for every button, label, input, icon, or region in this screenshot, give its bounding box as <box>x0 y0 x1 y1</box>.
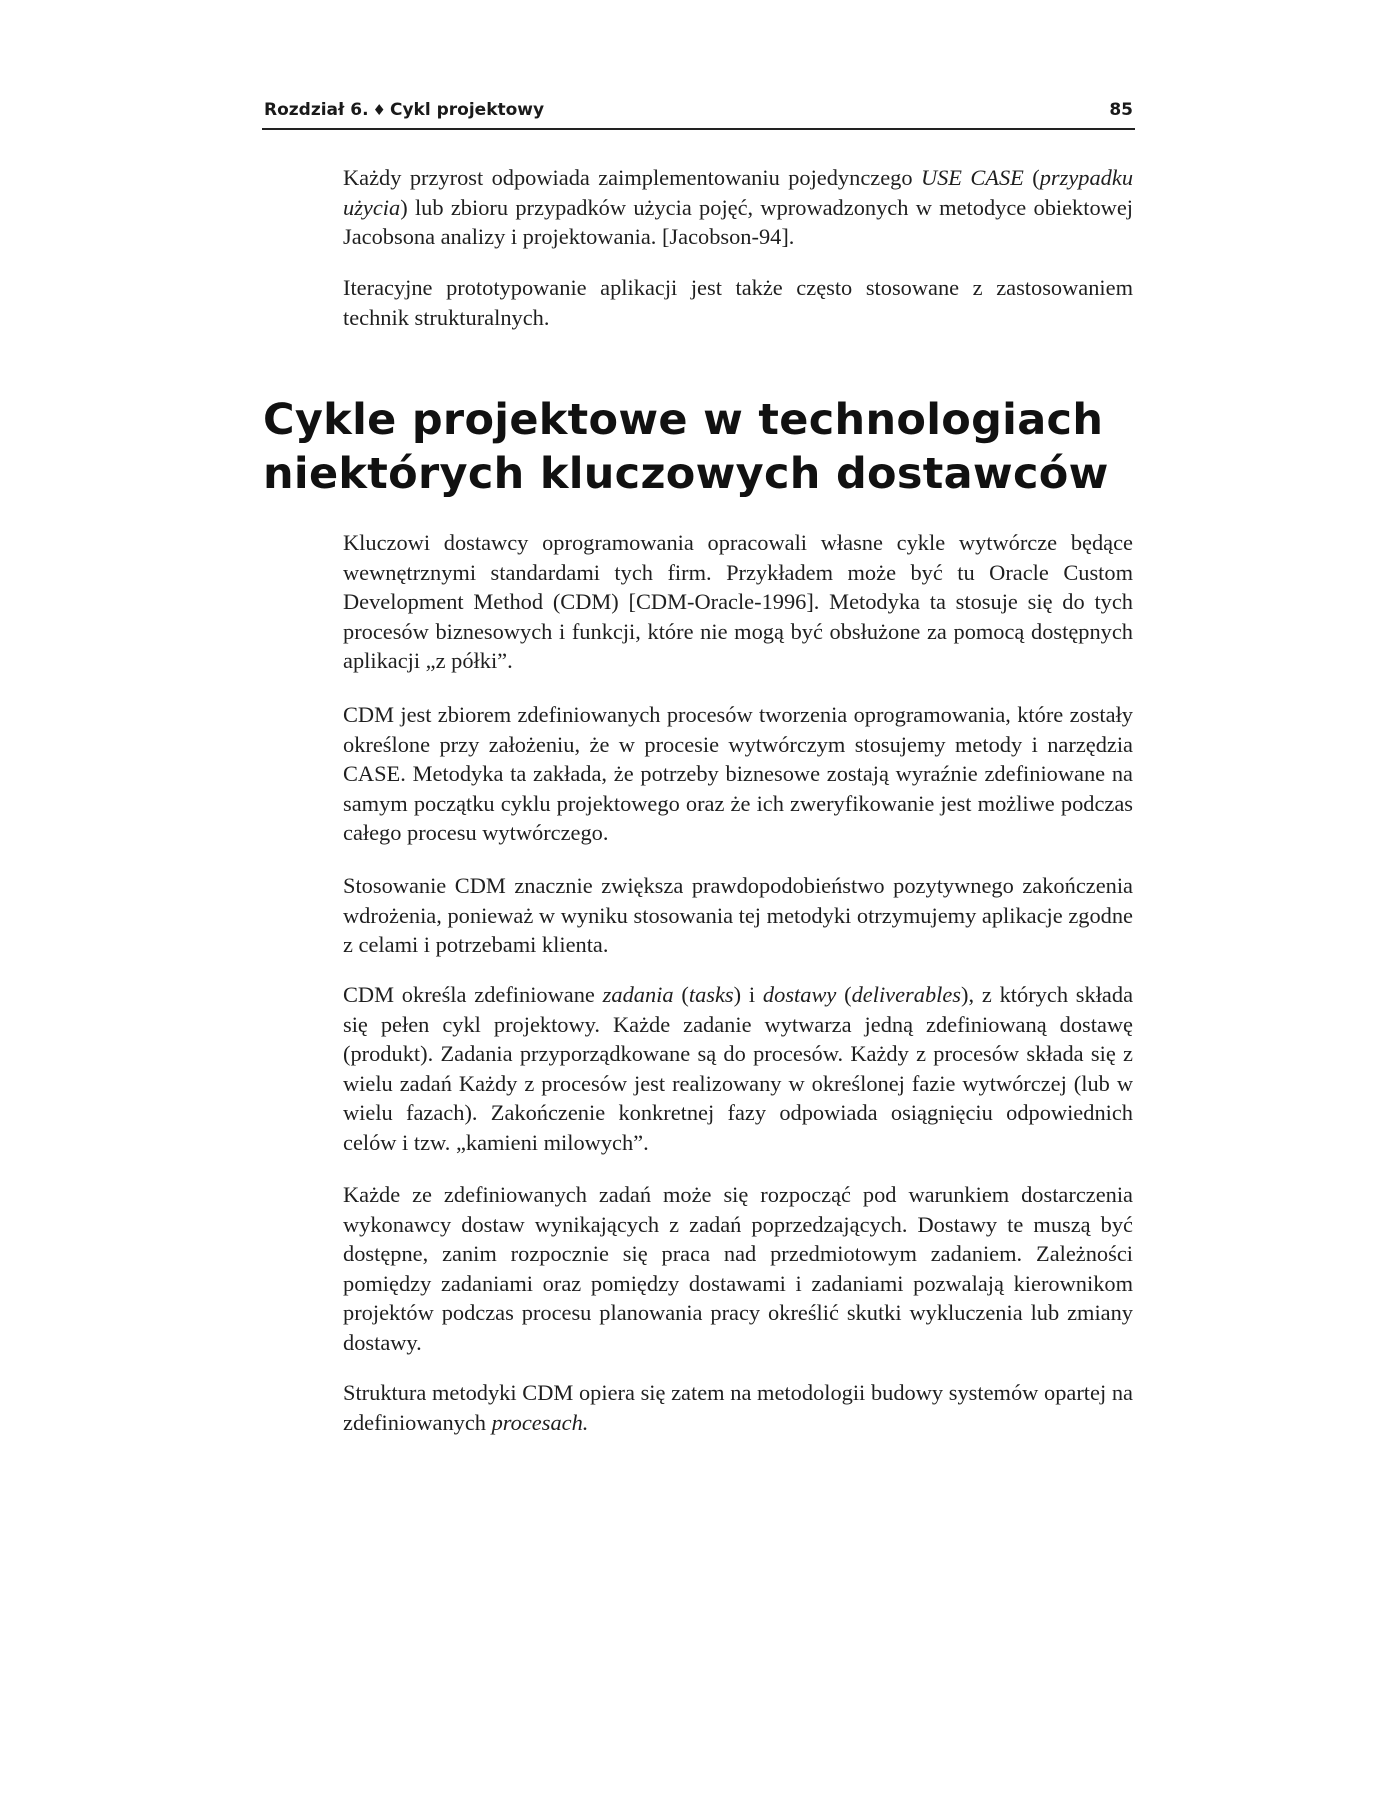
paragraph-text: Struktura metodyki CDM opiera się zatem na metodologii budowy systemów opartej na zdefiniowanych <box>343 1380 1133 1435</box>
emphasis-term: procesach. <box>491 1409 589 1435</box>
paragraph-text: ) lub zbioru przypadków użycia pojęć, wprowadzonych w metodyce obiektowej Jacobsona analizy i projektowania. [Jacobson-94]. <box>343 194 1133 249</box>
paragraph-prototyping: Iteracyjne prototypowanie aplikacji jest także często stosowane z zastosowaniem technik strukturalnych. <box>343 275 1133 330</box>
emphasis-term: zadania <box>602 982 674 1007</box>
section-title: Cykle projektowe w technologiach niektórych kluczowych dostawców <box>263 395 1109 499</box>
emphasis-term: dostawy <box>762 982 837 1007</box>
emphasis-term: deliverables <box>851 982 962 1007</box>
paragraph-vendors: Kluczowi dostawcy oprogramowania opracowali własne cykle wytwórcze będące wewnętrznymi standardami tych firm. Przykładem może być tu Oracle Custom Development Method (CDM) [CDM-Oracle-1996]. Metodyka ta stosuje się do tych procesów biznesowych i funkcji, które nie mogą być obsłużone za pomocą dostępnych aplikacji „z półki”. <box>343 530 1133 673</box>
emphasis-term: przypadku użycia <box>343 165 1134 220</box>
paragraph-use-case <box>343 163 1133 252</box>
diamond-icon: ♦ <box>372 101 386 119</box>
paragraph-cdm-benefits: Stosowanie CDM znacznie zwiększa prawdopodobieństwo pozytywnego zakończenia wdrożenia, ponieważ w wyniku stosowania tej metodyki otrzymujemy aplikacje zgodne z celami i potrzebami klienta. <box>343 873 1133 957</box>
chapter-number: Rozdział 6. <box>264 100 369 120</box>
paragraph-text: ( <box>1023 165 1040 190</box>
paragraph-cdm-definition: CDM jest zbiorem zdefiniowanych procesów tworzenia oprogramowania, które zostały określone przy założeniu, że w procesie wytwórczym stosujemy metody i narzędzia CASE. Metodyka ta zakłada, że potrzeby biznesowe zostają wyraźnie zdefiniowane na samym początku cyklu projektowego oraz że ich zweryfikowanie jest możliwe podczas całego procesu wytwórczego. <box>343 702 1133 845</box>
paragraph-dependencies: Każde ze zdefiniowanych zadań może się rozpocząć pod warunkiem dostarczenia wykonawcy dostaw wynikających z zadań poprzedzających. Dostawy te muszą być dostępne, zanim rozpocznie się praca nad przedmiotowym zadaniem. Zależności pomiędzy zadaniami oraz pomiędzy dostawami i zadaniami pozwalają kierownikom projektów podczas procesu planowania pracy określić skutki wykluczenia lub zmiany dostawy. <box>343 1182 1133 1355</box>
running-header <box>262 98 1135 130</box>
paragraph-text: ), z których składa się pełen cykl projektowy. Każde zadanie wytwarza jedną zdefiniowaną dostawę (produkt). Zadania przyporządkowane są do procesów. Każdy z procesów składa się z wielu zadań Każdy z procesów jest realizowany w określonej fazie wytwórczej (lub w wielu fazach). Zakończenie konkretnej fazy odpowiada osiągnięciu odpowiednich celów i tzw. „kamieni milowych”. <box>343 982 1134 1155</box>
paragraph-text: ) i <box>733 982 763 1007</box>
paragraph-structure <box>343 1378 1133 1437</box>
emphasis-term: tasks <box>688 982 734 1007</box>
paragraph-tasks-deliverables <box>343 980 1133 1157</box>
paragraph-text: ( <box>673 982 689 1007</box>
paragraph-text: CDM określa zdefiniowane <box>343 982 603 1007</box>
page-number: 85 <box>1109 100 1133 120</box>
running-header-chapter <box>264 100 544 120</box>
emphasis-term: USE CASE <box>920 165 1024 190</box>
chapter-title: Cykl projektowy <box>390 100 545 120</box>
paragraph-text: Każdy przyrost odpowiada zaimplementowaniu pojedynczego <box>343 165 921 190</box>
paragraph-text: ( <box>836 982 852 1007</box>
